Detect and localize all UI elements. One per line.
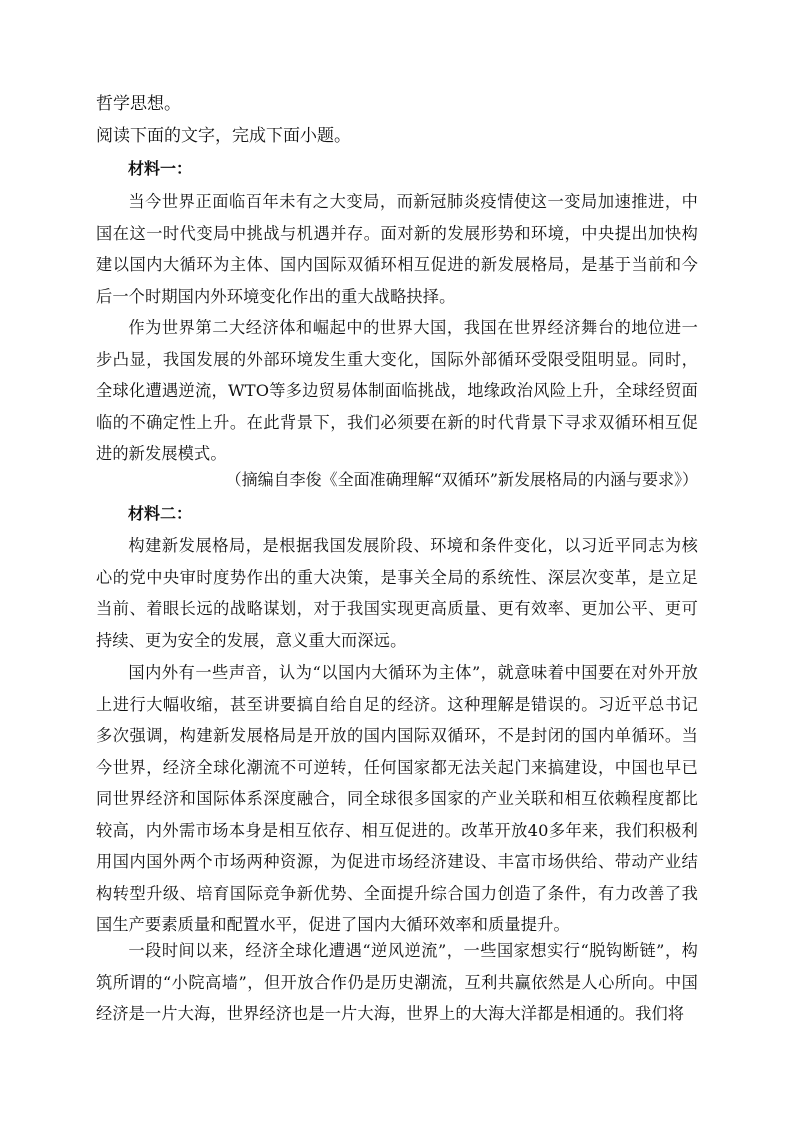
intro-instruction: 阅读下面的文字，完成下面小题。 xyxy=(96,126,351,146)
material-2-paragraph-2: 国内外有一些声音，认为“以国内大循环为主体”，就意味着中国要在对外开放上进行大幅收缩，甚至讲要搞自给自足的经济。这种理解是错误的。习近平总书记多次强调，构建新发展格局是开放的国内国际双循环，不是封闭的国内单循环。当今世界，经济全球化潮流不可逆转，任何国家都无法关起门来搞建设，中国也早已同世界经济和国际体系深度融合，同全球很多国家的产业关联和相互依赖程度都比较高，内外需市场本身是相互依存、相互促进的。改革开放40多年来，我们积极利用国内国外两个市场两种资源，为促进市场经济建设、丰富市场供给、带动产业结构转型升级、培育国际竞争新优势、全面提升综合国力创造了条件，有力改善了我国生产要素质量和配置水平，促进了国内大循环效率和质量提升。 xyxy=(96,663,698,934)
material-2-paragraph-3: 一段时间以来，经济全球化遭遇“逆风逆流”，一些国家想实行“脱钩断链”，构筑所谓的“小院高墙”，但开放合作仍是历史潮流，互利共赢依然是人心所向。中国经济是一片大海，世界经济也是一片大海，世界上的大海大洋都是相通的。我们将 xyxy=(96,941,698,1023)
material-2-paragraph-1: 构建新发展格局，是根据我国发展阶段、环境和条件变化，以习近平同志为核心的党中央审时度势作出的重大决策，是事关全局的系统性、深层次变革，是立足当前、着眼长远的战略谋划，对于我国实现更高质量、更有效率、更加公平、更可持续、更为安全的发展，意义重大而深远。 xyxy=(96,536,698,650)
material-1-paragraph-1: 当今世界正面临百年未有之大变局，而新冠肺炎疫情使这一变局加速推进，中国在这一时代变局中挑战与机遇并存。面对新的发展形势和环境，中央提出加快构建以国内大循环为主体、国内国际双循环相互促进的新发展格局，是基于当前和今后一个时期国内外环境变化作出的重大战略抉择。 xyxy=(96,192,698,306)
material-1-source: （摘编自李俊《全面准确理解“双循环”新发展格局的内涵与要求》） xyxy=(225,470,698,489)
material-2-heading: 材料二： xyxy=(128,504,193,523)
material-1-heading: 材料一： xyxy=(128,159,193,178)
intro-line-1: 哲学思想。 xyxy=(96,94,181,114)
material-1-paragraph-2: 作为世界第二大经济体和崛起中的世界大国，我国在世界经济舞台的地位进一步凸显，我国发展的外部环境发生重大变化，国际外部循环受限受阻明显。同时，全球化遭遇逆流，WTO等多边贸易体制面临挑战，地缘政治风险上升，全球经贸面临的不确定性上升。在此背景下，我们必须要在新的时代背景下寻求双循环相互促进的新发展模式。 xyxy=(96,318,698,463)
